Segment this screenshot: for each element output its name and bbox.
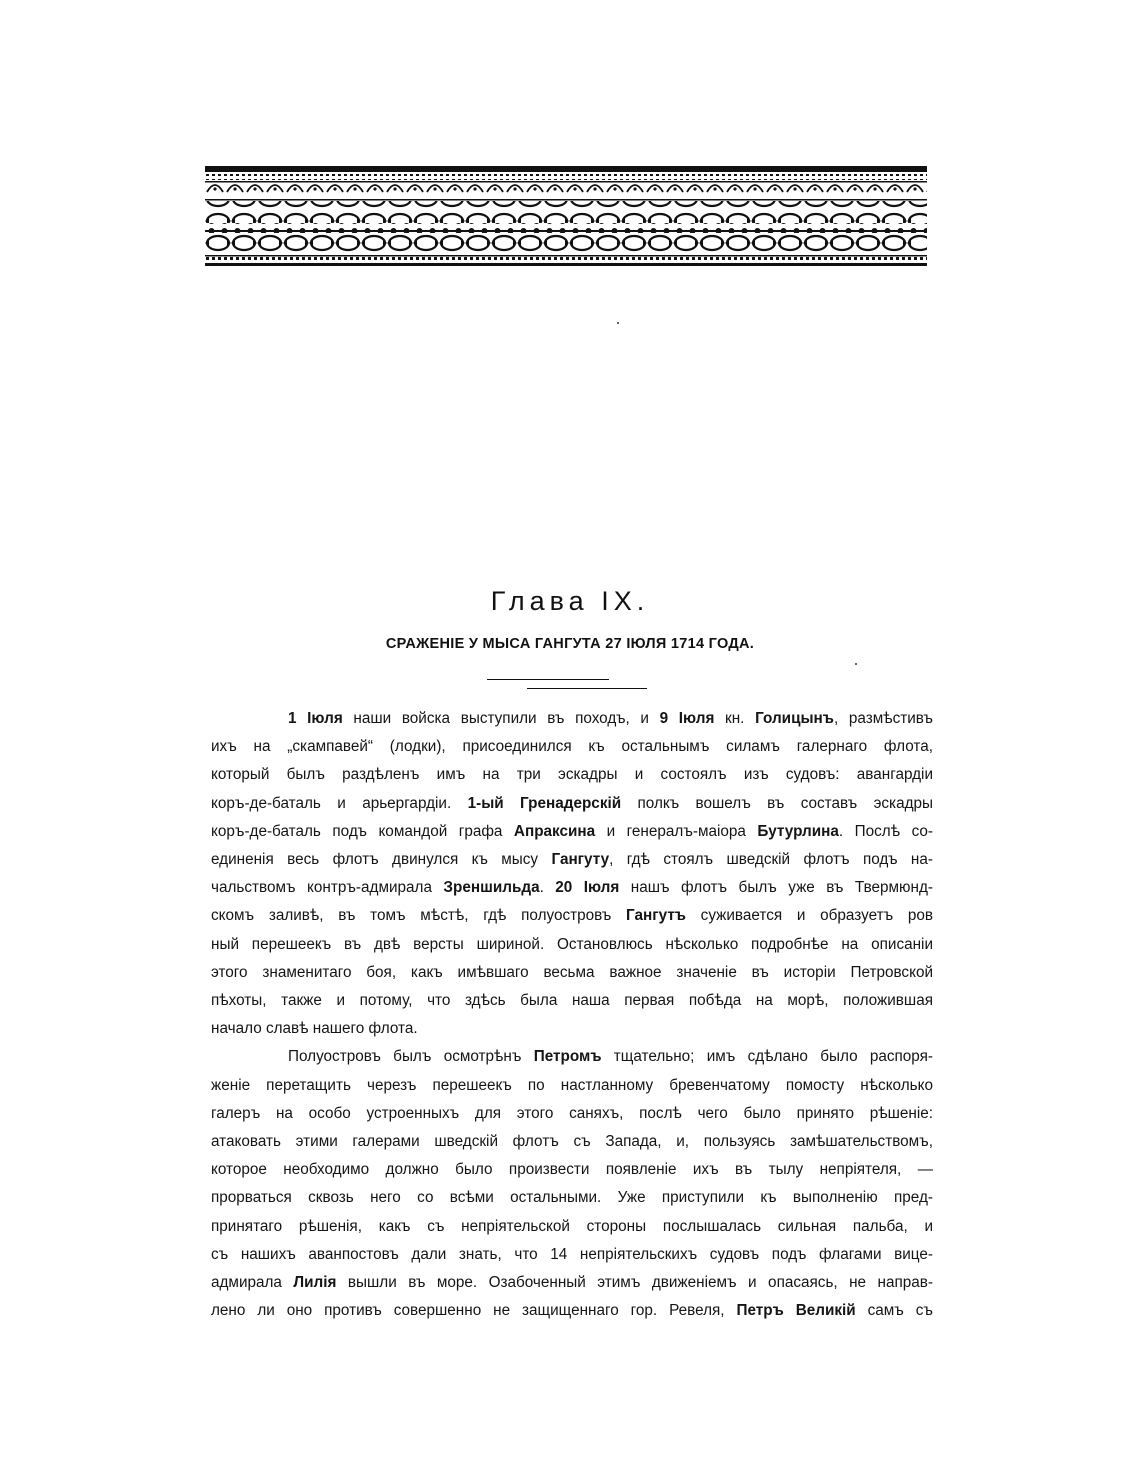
text-line [211, 1043, 933, 1071]
text-run: скомъ заливѣ, въ томъ мѣстѣ, гдѣ полуостровъ [211, 907, 627, 925]
text-run: который былъ раздѣленъ имъ на три эскадры и состоялъ изъ судовъ: авангардiи [211, 766, 933, 784]
text-run: прорваться сквозь него со всѣми остальными. Уже приступили къ выполненiю пред- [211, 1189, 933, 1207]
text-line [211, 931, 933, 959]
decorative-headpiece [205, 166, 927, 266]
emphasized-name: Гангуту [551, 851, 610, 869]
print-speck [617, 322, 619, 324]
text-run: съ нашихъ аванпостовъ дали знать, что 14 непрiятельскихъ судовъ подъ флагами вице- [211, 1245, 933, 1263]
text-run: этого знаменитаго боя, какъ имѣвшаго весьма важное значенiе въ исторiи Петровской [211, 963, 933, 981]
emphasized-name: Бутурлина [757, 822, 839, 840]
text-run: кн. [714, 710, 756, 727]
text-line [211, 705, 933, 733]
text-line [211, 1184, 933, 1212]
text-line [211, 987, 933, 1015]
text-run: принятаго рѣшенiя, какъ съ непрiятельской стороны послышалась сильная пальба, и [211, 1217, 933, 1235]
paragraph [211, 1043, 933, 1325]
text-run: Полуостровъ былъ осмотрѣнъ [288, 1048, 534, 1066]
divider-rule [527, 688, 647, 689]
text-line [211, 902, 933, 930]
text-line [211, 818, 933, 846]
print-speck [855, 663, 857, 665]
text-line [211, 1241, 933, 1269]
text-line [211, 959, 933, 987]
emphasized-name: Зреншильда [443, 879, 540, 897]
emphasized-name: 20 Iюля [555, 879, 620, 897]
text-line [211, 874, 933, 902]
text-run: суживается и образуетъ ров [685, 907, 933, 925]
emphasized-name: 1 Iюля [288, 710, 343, 727]
emphasized-name: Апраксина [513, 822, 596, 840]
text-run: полкъ вошелъ въ составъ эскадры [621, 794, 934, 812]
text-run: галеръ на особо устроенныхъ для этого саняхъ, послѣ чего было принято рѣшенiе: [211, 1104, 933, 1122]
text-run: чальствомъ контръ-адмирала [211, 879, 444, 897]
emphasized-name: 9 Iюля [659, 710, 715, 727]
text-run: женiе перетащить черезъ перешеекъ по настланному бревенчатому помосту нѣсколько [211, 1076, 933, 1094]
text-run: начало славѣ нашего флота. [211, 1020, 418, 1038]
text-run: . Послѣ со- [838, 822, 933, 840]
text-line [211, 1297, 933, 1325]
text-run: единенiя весь флотъ двинулся къ мысу [211, 851, 552, 869]
divider-rule [487, 679, 609, 680]
text-run: адмирала [211, 1274, 294, 1292]
text-run: коръ-де-баталь подъ командой графа [211, 822, 514, 840]
text-run: самъ съ [855, 1302, 933, 1320]
text-line [211, 1128, 933, 1156]
emphasized-name: Гангутъ [626, 907, 686, 925]
chapter-body-text [211, 705, 933, 1325]
text-line [211, 761, 933, 789]
text-run: , гдѣ стоялъ шведскiй флотъ подъ на- [609, 851, 933, 869]
text-line [211, 733, 933, 761]
text-run: наши войска выступили въ походъ, и [342, 710, 660, 727]
text-run: вышли въ море. Озабоченный этимъ движенiемъ и опасаясь, не направ- [336, 1274, 933, 1292]
text-run: коръ-де-баталь и арьергардiи. [211, 794, 468, 812]
text-run: тщательно; имъ сдѣлано было распоря- [601, 1048, 934, 1066]
text-line [211, 1213, 933, 1241]
paragraph [211, 705, 933, 1043]
text-run: атаковать этими галерами шведскiй флотъ съ Запада, и, пользуясь замѣшательствомъ, [211, 1133, 933, 1151]
emphasized-name: 1-ый Гренадерскiй [467, 794, 622, 812]
text-line [211, 790, 933, 818]
text-run: . [539, 879, 556, 897]
text-line [211, 1015, 933, 1043]
chapter-subtitle: СРАЖЕНIЕ У МЫСА ГАНГУТА 27 IЮЛЯ 1714 ГОДА. [385, 636, 755, 652]
emphasized-name: Голицынъ [755, 710, 834, 727]
text-run: ный перешеекъ въ двѣ версты шириной. Остановлюсь нѣсколько подробнѣе на описанiи [211, 935, 933, 953]
emphasized-name: Петромъ [533, 1048, 602, 1066]
emphasized-name: Петръ Великiй [736, 1302, 856, 1320]
text-line [211, 1072, 933, 1100]
text-run: нашъ флотъ былъ уже въ Твермюнд- [619, 879, 933, 897]
text-line [211, 1269, 933, 1297]
text-line [211, 1156, 933, 1184]
chapter-title: Глава IX. [490, 586, 650, 616]
emphasized-name: Лилiя [293, 1274, 337, 1292]
text-run: пѣхоты, также и потому, что здѣсь была наша первая побѣда на морѣ, положившая [211, 992, 933, 1010]
text-run: лено ли оно противъ совершенно не защищеннаго гор. Ревеля, [211, 1302, 737, 1320]
text-line [211, 846, 933, 874]
text-run: ихъ на „скампавей“ (лодки), присоединился къ остальнымъ силамъ галернаго флота, [211, 738, 933, 756]
text-run: которое необходимо должно было произвести появленiе ихъ въ тылу непрiятеля, — [211, 1161, 933, 1179]
text-line [211, 1100, 933, 1128]
text-run: и генералъ-маiора [595, 822, 758, 840]
text-run: , размѣстивъ [833, 710, 933, 727]
